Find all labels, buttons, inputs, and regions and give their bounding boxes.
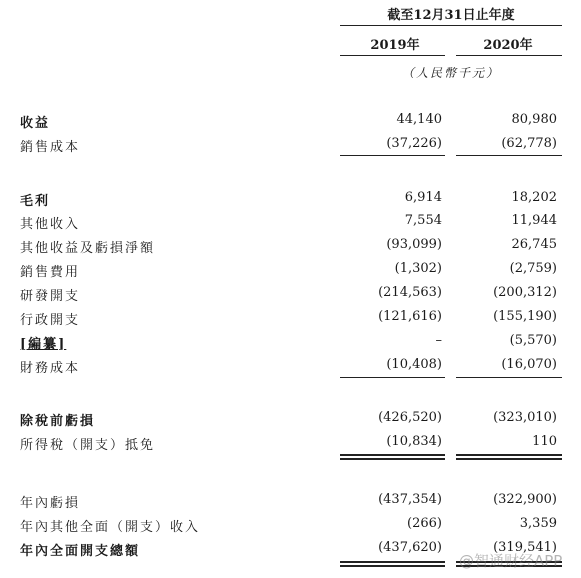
year-header-rule-2019 [340, 55, 445, 56]
value-2019: 6,914 [404, 190, 442, 205]
value-2020: (62,778) [501, 136, 557, 151]
total-rule [340, 565, 445, 567]
value-2019: (214,563) [378, 285, 442, 300]
table-row [0, 136, 581, 156]
row-label: [編纂] [20, 337, 67, 352]
year-header-rule-2020 [456, 55, 562, 56]
value-2020: (323,010) [493, 410, 557, 425]
value-2020: (319,541) [493, 540, 557, 555]
subtotal-rule [340, 155, 445, 156]
value-2019: (437,354) [378, 492, 442, 507]
value-2020: 110 [532, 434, 557, 449]
value-2020: 26,745 [511, 237, 557, 252]
table-row [0, 357, 581, 377]
total-rule [456, 454, 562, 456]
subtotal-rule [456, 377, 562, 378]
value-2019: (1,302) [394, 261, 442, 276]
value-2020: (2,759) [509, 261, 557, 276]
table-row [0, 213, 581, 233]
total-rule [340, 454, 445, 456]
value-2020: 3,359 [519, 516, 557, 531]
value-2019: (10,408) [386, 357, 442, 372]
row-label: 銷售費用 [20, 265, 81, 280]
value-2019: (266) [407, 516, 442, 531]
period-header-rule [340, 25, 562, 26]
value-2019: – [435, 333, 442, 348]
row-label: 研發開支 [20, 289, 81, 304]
value-2019: (437,620) [378, 540, 442, 555]
value-2020: (16,070) [501, 357, 557, 372]
row-label: 銷售成本 [20, 140, 81, 155]
total-rule [340, 561, 445, 563]
total-rule [340, 458, 445, 460]
watermark: @智通财经APP [459, 552, 563, 570]
value-2020: (200,312) [493, 285, 557, 300]
value-2020: (322,900) [493, 492, 557, 507]
value-2019: (426,520) [378, 410, 442, 425]
value-2020: 11,944 [511, 213, 557, 228]
value-2020: 18,202 [511, 190, 557, 205]
subtotal-rule [340, 377, 445, 378]
row-label: 年內全面開支總額 [20, 544, 141, 559]
value-2019: (93,099) [386, 237, 442, 252]
value-2019: (10,834) [386, 434, 442, 449]
currency-unit: （人民幣千元） [401, 66, 500, 80]
row-label: 年內虧損 [20, 496, 81, 511]
table-row [0, 434, 581, 454]
table-row [0, 516, 581, 536]
value-2019: (121,616) [378, 309, 442, 324]
table-row [0, 492, 581, 512]
value-2020: (155,190) [493, 309, 557, 324]
table-row [0, 309, 581, 329]
table-row [0, 261, 581, 281]
table-row [0, 285, 581, 305]
row-label: 其他收益及虧損淨額 [20, 241, 156, 256]
value-2019: 44,140 [396, 112, 442, 127]
table-row [0, 237, 581, 257]
row-label: 年內其他全面（開支）收入 [20, 520, 201, 535]
row-label: 所得稅（開支）抵免 [20, 438, 156, 453]
table-row [0, 410, 581, 430]
row-label: 收益 [20, 116, 51, 131]
value-2019: 7,554 [404, 213, 442, 228]
row-label: 財務成本 [20, 361, 81, 376]
value-2020: (5,570) [509, 333, 557, 348]
table-row [0, 190, 581, 210]
row-label: 行政開支 [20, 313, 81, 328]
table-row [0, 112, 581, 132]
subtotal-rule [456, 155, 562, 156]
period-header: 截至12月31日止年度 [387, 8, 515, 23]
value-2019: (37,226) [386, 136, 442, 151]
row-label: 毛利 [20, 194, 51, 209]
value-2020: 80,980 [511, 112, 557, 127]
total-rule [456, 458, 562, 460]
year-header-2020: 2020年 [483, 38, 533, 53]
year-header-2019: 2019年 [370, 38, 420, 53]
row-label: 除稅前虧損 [20, 414, 96, 429]
table-row [0, 333, 581, 353]
row-label: 其他收入 [20, 217, 81, 232]
